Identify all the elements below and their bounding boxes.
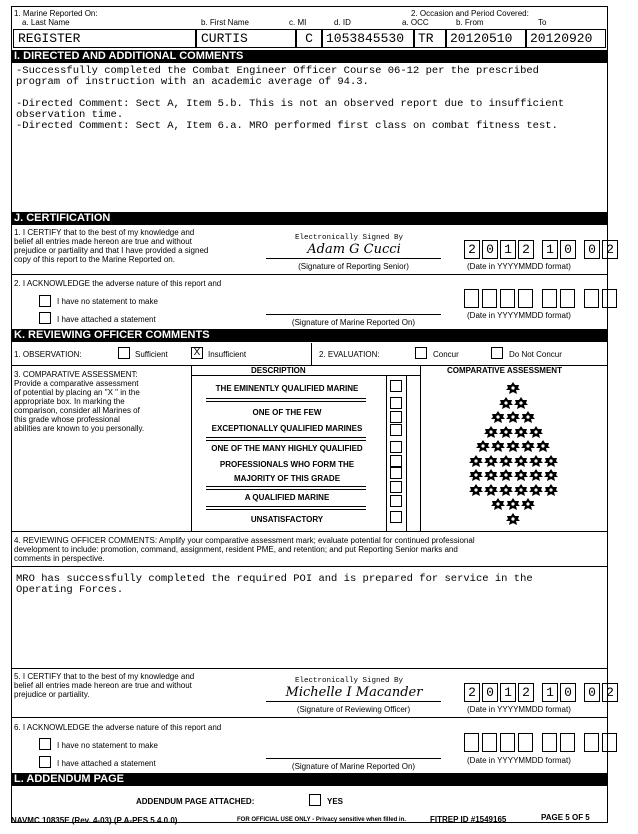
desc-left-divider: [191, 365, 192, 531]
mro-signature-line-k: [266, 758, 441, 759]
desc-divider-1b: [206, 401, 366, 402]
rs-date-digit-1: 2: [464, 240, 480, 259]
directed-comment-2: program of instruction with an academic average of 94.3.: [16, 76, 369, 88]
ro-comments-instr-1: 4. REVIEWING OFFICER COMMENTS: Amplify your comparative assessment mark; evaluate potential for continued professional: [14, 536, 475, 545]
occ-label: a. OCC: [402, 18, 429, 27]
marine-emblem-icon: [514, 426, 528, 438]
marine-emblem-icon: [506, 513, 520, 525]
desc-divider-4: [206, 506, 366, 507]
marine-emblem-icon: [506, 382, 520, 394]
section-k-header: K. REVIEWING OFFICER COMMENTS: [11, 329, 608, 342]
divider-k4: [11, 668, 608, 669]
marine-emblem-icon: [491, 411, 505, 423]
ro-comment-text-1: MRO has successfully completed the required POI and is prepared for service in the: [16, 573, 533, 585]
directed-comment-3: -Directed Comment: Sect A, Item 5.b. This is not an observed report due to insufficient: [16, 98, 565, 110]
assess-col-left: [386, 375, 387, 531]
to-field: 20120920: [526, 29, 606, 48]
comparative-instr-1: 3. COMPARATIVE ASSESSMENT:: [14, 370, 138, 379]
sufficient-checkbox[interactable]: [118, 347, 130, 359]
mro-signature-line-j: [266, 314, 441, 315]
section-l-header: L. ADDENDUM PAGE: [11, 773, 608, 786]
ro-signature-line: [266, 701, 441, 702]
attached-statement-label-k: I have attached a statement: [57, 759, 156, 768]
ro-date-digit-2: 0: [482, 683, 498, 702]
ro-date-digit-1: 2: [464, 683, 480, 702]
ro-date-digit-6: 0: [560, 683, 576, 702]
assessment-box-6[interactable]: [390, 455, 402, 467]
desc-highly-qualified: ONE OF THE MANY HIGHLY QUALIFIED: [211, 444, 363, 453]
mro-k-date-digit-5: [542, 733, 557, 752]
first-name-label: b. First Name: [201, 18, 250, 27]
marine-emblem-icon: [499, 484, 513, 496]
mi-label: c. MI: [289, 18, 307, 27]
mro-j-date-digit-2: [482, 289, 497, 308]
ro-date-digit-3: 1: [500, 683, 516, 702]
comparative-instr-5: comparison, consider all Marines of: [14, 406, 140, 415]
marine-emblem-icon: [544, 469, 558, 481]
addendum-yes-label: YES: [327, 797, 344, 806]
certify-5-line1: 5. I CERTIFY that to the best of my knowledge and: [14, 672, 195, 681]
marine-emblem-icon: [499, 426, 513, 438]
section-i-header: I. DIRECTED AND ADDITIONAL COMMENTS: [11, 50, 608, 63]
addendum-attached-label: ADDENDUM PAGE ATTACHED:: [136, 797, 255, 806]
ro-signature-caption: (Signature of Reviewing Officer): [296, 705, 411, 714]
mro-j-date-digit-8: [602, 289, 617, 308]
directed-comment-5: -Directed Comment: Sect A, Item 6.a. MRO performed first class on combat fitness test.: [16, 120, 558, 132]
marine-emblem-icon: [544, 484, 558, 496]
mro-k-date-digit-8: [602, 733, 617, 752]
ro-comments-instr-3: comments in perspective.: [14, 554, 105, 563]
no-statement-checkbox-k[interactable]: [39, 738, 51, 750]
marine-emblem-icon: [484, 455, 498, 467]
desc-divider-4b: [206, 509, 366, 510]
assessment-box-1[interactable]: [390, 380, 402, 392]
form-number: NAVMC 10835E (Rev. 4-03) (P A-PES 5.4.0.0): [11, 816, 178, 825]
divider-k3: [11, 566, 608, 567]
marine-emblem-icon: [484, 426, 498, 438]
mro-signature-caption-j: (Signature of Marine Reported On): [291, 318, 416, 327]
ro-date-digit-7: 0: [584, 683, 600, 702]
no-statement-label-k: I have no statement to make: [57, 741, 158, 750]
assess-col-right: [406, 375, 407, 531]
desc-one-of-few: ONE OF THE FEW: [252, 408, 322, 417]
desc-divider-3: [206, 486, 366, 487]
marine-emblem-icon: [529, 484, 543, 496]
desc-exceptionally-qualified: EXCEPTIONALLY QUALIFIED MARINES: [211, 424, 363, 433]
assessment-box-2[interactable]: [390, 397, 402, 409]
marine-emblem-icon: [529, 455, 543, 467]
certify-1-line1: 1. I CERTIFY that to the best of my knowledge and: [14, 228, 195, 237]
marine-emblem-icon: [544, 455, 558, 467]
mro-signature-caption-k: (Signature of Marine Reported On): [291, 762, 416, 771]
acknowledge-2-label: 2. I ACKNOWLEDGE the adverse nature of this report and: [14, 279, 222, 288]
assessment-box-4[interactable]: [390, 424, 402, 436]
marine-emblem-icon: [506, 498, 520, 510]
concur-label: Concur: [433, 350, 459, 359]
rs-date-digit-8: 2: [602, 240, 618, 259]
rs-date-digit-5: 1: [542, 240, 558, 259]
mro-date-caption-k: (Date in YYYYMMDD format): [467, 756, 571, 765]
occ-field: TR: [414, 29, 446, 48]
rs-date-digit-6: 0: [560, 240, 576, 259]
fitness-report-form: [11, 6, 614, 828]
fitrep-id: FITREP ID #1549165: [430, 815, 507, 824]
mro-date-caption-j: (Date in YYYYMMDD format): [467, 311, 571, 320]
marine-emblem-icon: [514, 455, 528, 467]
mro-k-date-digit-1: [464, 733, 479, 752]
occasion-period-label: 2. Occasion and Period Covered:: [411, 9, 529, 18]
assessment-box-10[interactable]: [390, 511, 402, 523]
marine-emblem-icon: [529, 426, 543, 438]
marine-emblem-icon: [469, 484, 483, 496]
marine-emblem-icon: [491, 498, 505, 510]
ro-date-digit-4: 2: [518, 683, 534, 702]
addendum-yes-checkbox[interactable]: [309, 794, 321, 806]
comparative-instr-3: of potential by placing an "X " in the: [14, 388, 140, 397]
rs-date-digit-2: 0: [482, 240, 498, 259]
desc-eminently-qualified: THE EMINENTLY QUALIFIED MARINE: [215, 384, 359, 393]
to-label: To: [538, 18, 547, 27]
reviewing-officer-signature: Michelle I Macander: [285, 685, 423, 700]
marine-emblem-icon: [514, 397, 528, 409]
insufficient-label: Insufficient: [208, 350, 247, 359]
page-number: PAGE 5 OF 5: [541, 813, 590, 822]
mro-k-date-digit-4: [518, 733, 533, 752]
mro-j-date-digit-1: [464, 289, 479, 308]
desc-majority: MAJORITY OF THIS GRADE: [233, 474, 341, 483]
rs-date-digit-3: 1: [500, 240, 516, 259]
directed-comment-1: -Successfully completed the Combat Engineer Officer Course 06-12 per the prescribed: [16, 65, 539, 77]
attached-statement-label-j: I have attached a statement: [57, 315, 156, 324]
mro-j-date-digit-6: [560, 289, 575, 308]
attached-statement-checkbox-k[interactable]: [39, 756, 51, 768]
desc-divider-2: [206, 437, 366, 438]
rs-date-digit-4: 2: [518, 240, 534, 259]
desc-unsatisfactory: UNSATISFACTORY: [250, 515, 324, 524]
ro-date-digit-5: 1: [542, 683, 558, 702]
mi-field: C: [296, 29, 322, 48]
assessment-box-5[interactable]: [390, 441, 402, 453]
no-statement-label-j: I have no statement to make: [57, 297, 158, 306]
reporting-senior-signature: Adam G Cucci: [307, 242, 401, 257]
id-field: 1053845530: [322, 29, 414, 48]
divider-j1: [11, 274, 608, 275]
marine-emblem-icon: [484, 469, 498, 481]
last-name-field: REGISTER: [13, 29, 196, 48]
comparative-instr-4: appropriate box. In marking the: [14, 397, 125, 406]
assessment-box-3[interactable]: [390, 411, 402, 423]
marine-emblem-icon: [514, 469, 528, 481]
comparative-instr-7: abilities are known to you personally.: [14, 424, 145, 433]
mro-k-date-digit-6: [560, 733, 575, 752]
observation-label: 1. OBSERVATION:: [14, 350, 82, 359]
marine-emblem-icon: [469, 455, 483, 467]
id-label: d. ID: [334, 18, 351, 27]
assessment-box-9[interactable]: [390, 495, 402, 507]
assessment-box-8[interactable]: [390, 481, 402, 493]
mro-j-date-digit-7: [584, 289, 599, 308]
marine-emblem-icon: [506, 411, 520, 423]
official-use-notice: FOR OFFICIAL USE ONLY - Privacy sensitive when filled in.: [237, 817, 406, 823]
desc-divider-2b: [206, 440, 366, 441]
marine-emblem-icon: [521, 498, 535, 510]
ro-comment-text-2: Operating Forces.: [16, 584, 124, 596]
top-border: [11, 6, 608, 7]
divider-k5: [11, 717, 608, 718]
from-label: b. From: [456, 18, 484, 27]
mro-k-date-digit-2: [482, 733, 497, 752]
rs-date-caption: (Date in YYYYMMDD format): [467, 262, 571, 271]
esigned-label-ro: Electronically Signed By: [295, 677, 404, 685]
acknowledge-6-label: 6. I ACKNOWLEDGE the adverse nature of this report and: [14, 723, 222, 732]
sufficient-label: Sufficient: [135, 350, 168, 359]
marine-emblem-icon: [521, 411, 535, 423]
last-name-label: a. Last Name: [22, 18, 70, 27]
assessment-box-7[interactable]: [390, 467, 402, 479]
ro-comments-instr-2: development to include: promotion, command, assignment, resident PME, and retention; and put Reporting Senior marks and: [14, 545, 458, 554]
desc-qualified-marine: A QUALIFIED MARINE: [244, 493, 330, 502]
desc-divider-3b: [206, 489, 366, 490]
certify-1-line4: copy of this report to the Marine Reported on.: [14, 255, 175, 264]
directed-comment-4: observation time.: [16, 109, 124, 121]
section-j-header: J. CERTIFICATION: [11, 212, 608, 225]
marine-emblem-icon: [476, 440, 490, 452]
mro-k-date-digit-7: [584, 733, 599, 752]
marine-emblem-icon: [536, 440, 550, 452]
marine-emblem-icon: [521, 440, 535, 452]
mro-j-date-digit-5: [542, 289, 557, 308]
comparative-instr-6: this grade whose professional: [14, 415, 120, 424]
no-statement-checkbox-j[interactable]: [39, 295, 51, 307]
rs-signature-caption: (Signature of Reporting Senior): [298, 262, 409, 271]
attached-statement-checkbox-j[interactable]: [39, 312, 51, 324]
marine-emblem-icon: [499, 469, 513, 481]
rs-signature-line: [266, 258, 441, 259]
eval-divider: [311, 343, 312, 365]
comparative-instr-2: Provide a comparative assessment: [14, 379, 139, 388]
ro-date-digit-8: 2: [602, 683, 618, 702]
mro-j-date-digit-3: [500, 289, 515, 308]
certify-5-line3: prejudice or partiality.: [14, 690, 90, 699]
marine-emblem-icon: [469, 469, 483, 481]
comparative-pyramid: [421, 376, 607, 531]
do-not-concur-label: Do Not Concur: [509, 350, 562, 359]
marine-emblem-icon: [514, 484, 528, 496]
divider-k2: [11, 531, 608, 532]
certify-1-line3: prejudice or partiality and that I have provided a signed: [14, 246, 209, 255]
certify-5-line2: belief all entries made hereon are true and without: [14, 681, 192, 690]
concur-checkbox[interactable]: [415, 347, 427, 359]
desc-professionals: PROFESSIONALS WHO FORM THE: [219, 460, 355, 469]
marine-emblem-icon: [529, 469, 543, 481]
evaluation-label: 2. EVALUATION:: [319, 350, 380, 359]
certify-1-line2: belief all entries made hereon are true and without: [14, 237, 192, 246]
marine-emblem-icon: [499, 455, 513, 467]
marine-emblem-icon: [491, 440, 505, 452]
ro-date-caption: (Date in YYYYMMDD format): [467, 705, 571, 714]
insufficient-checkbox[interactable]: X: [191, 347, 203, 359]
description-header: DESCRIPTION: [251, 366, 306, 375]
desc-divider-1: [206, 398, 366, 399]
left-border: [11, 6, 12, 822]
marine-emblem-icon: [506, 440, 520, 452]
marine-emblem-icon: [499, 397, 513, 409]
first-name-field: CURTIS: [196, 29, 296, 48]
mro-k-date-digit-3: [500, 733, 515, 752]
rs-date-digit-7: 0: [584, 240, 600, 259]
from-field: 20120510: [446, 29, 526, 48]
esigned-label-rs: Electronically Signed By: [295, 234, 404, 242]
comparative-header: COMPARATIVE ASSESSMENT: [447, 366, 562, 375]
mro-j-date-digit-4: [518, 289, 533, 308]
marine-reported-on-label: 1. Marine Reported On:: [14, 9, 98, 18]
marine-emblem-icon: [484, 484, 498, 496]
do-not-concur-checkbox[interactable]: [491, 347, 503, 359]
